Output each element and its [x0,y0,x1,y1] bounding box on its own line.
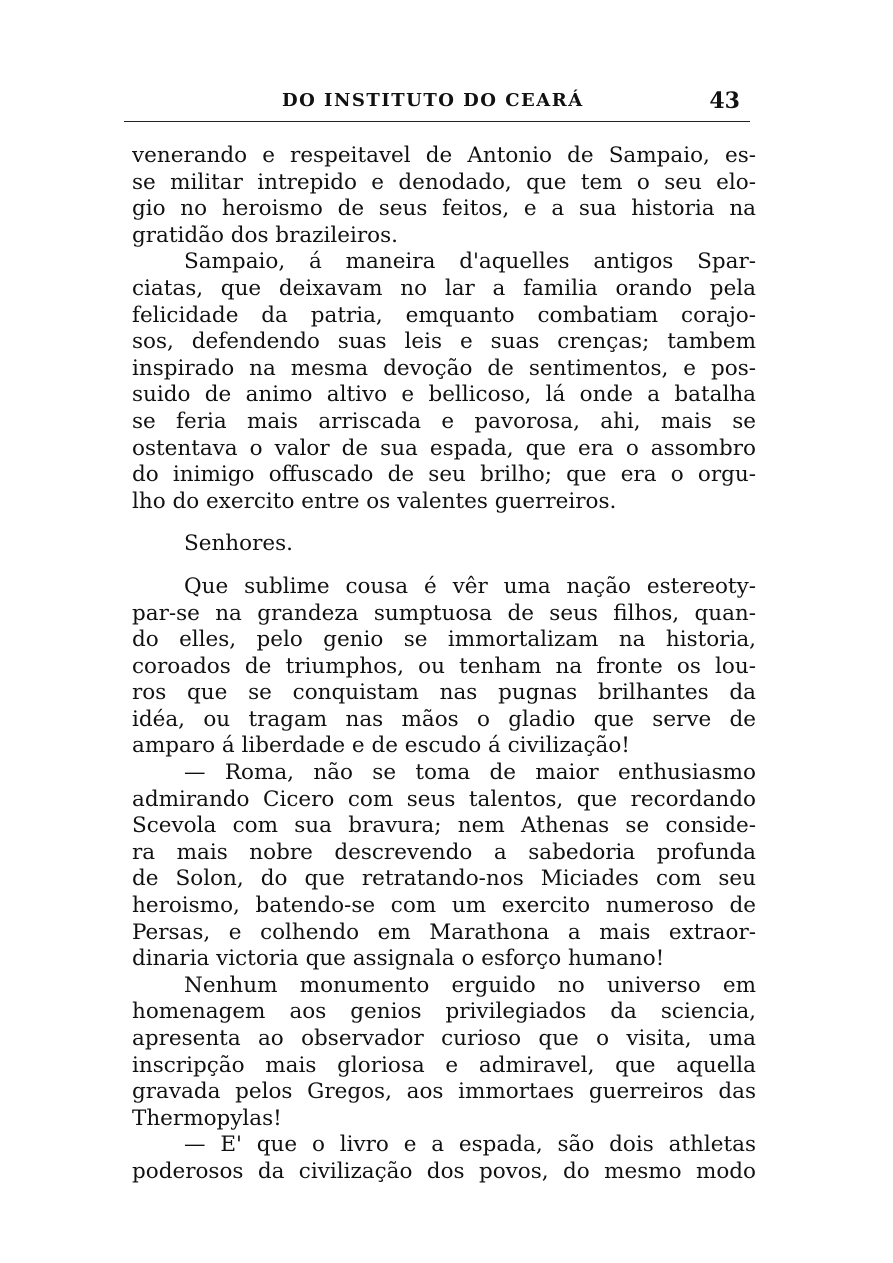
text-line: Thermopylas! [132,1105,282,1131]
text-line: gio no heroismo de seus feitos, e a sua historia na [132,196,756,222]
text-line: idéa, ou tragam nas mãos o gladio que serve de [132,706,756,732]
header-rule [124,121,750,122]
text-line: ra mais nobre descrevendo a sabedoria profunda [132,839,756,865]
text-line: ros que se conquistam nas pugnas brilhantes da [132,680,756,706]
text-line: apresenta ao observador curioso que o visita, uma [132,1026,756,1051]
text-line: inspirado na mesma devoção de sentimentos, e pos- [132,355,756,381]
text-line: felicidade da patria, emquanto combatiam corajo- [132,302,756,328]
text-line: poderosos da civilização dos povos, do mesmo modo [132,1158,756,1184]
text-line: par-se na grandeza sumptuosa de seus filhos, quan- [132,600,756,626]
text-line: lho do exercito entre os valentes guerreiros. [132,488,617,514]
text-line: Que sublime cousa é vêr uma nação estereoty- [184,573,756,599]
text-line: se feria mais arriscada e pavorosa, ahi, mais se [132,408,756,434]
text-line: amparo á liberdade e de escudo á civilização! [132,733,630,759]
text-line: Scevola com sua bravura; nem Athenas se considе- [132,813,756,839]
text-line: sos, defendendo suas leis e suas crenças; tambem [132,329,756,355]
text-line: suido de animo altivo e bellicoso, lá onde a batalha [132,382,756,408]
text-line: — E' que o livro e a espada, são dois athletas [184,1132,756,1158]
page-number: 43 [709,88,740,114]
text-line: Sampaio, á maneira d'aquelles antigos Spar- [184,249,756,275]
text-line: dinaria victoria que assignala o esforço humano! [132,946,665,972]
paragraph-gap [132,558,756,574]
text-line: gravada pelos Gregos, aos immortaes guerreiros das [132,1079,756,1105]
text-line: coroados de triumphos, ou tenham na fronte os lou- [132,653,756,679]
text-line: ostentava o valor de sua espada, que era o assombro [132,435,756,461]
running-header [124,88,750,122]
text-line: homenagem aos genios privilegiados da sciencia, [132,999,756,1025]
text-line: venerando e respeitavel de Antonio de Sampaio, es- [132,143,756,168]
text-line: admirando Cicero com seus talentos, que recordando [132,786,756,812]
text-line: do inimigo offuscado de seu brilho; que era o orgu- [132,462,756,488]
text-line: inscripção mais gloriosa e admiravel, que aquella [132,1052,756,1078]
running-title: DO INSTITUTO DO CEARÁ [282,90,584,111]
text-line: se militar intrepido e denodado, que tem o seu elo- [132,169,756,195]
text-line: gratidão dos brazileiros. [132,222,398,248]
text-line: — Roma, não se toma de maior enthusiasmo [184,760,756,786]
text-line: Persas, e colhendo em Marathona a mais extraor- [132,919,756,945]
body-text [132,143,756,1186]
text-line: Nenhum monumento erguido no universo em [184,972,756,998]
text-line: de Solon, do que retratando-nos Miciades com seu [132,866,756,892]
text-line: do elles, pelo genio se immortalizam na historia, [132,627,756,653]
salutation: Senhores. [184,531,293,557]
text-line: heroismo, batendo-se com um exercito numeroso de [132,893,756,919]
paragraph-gap [132,515,756,531]
text-line: ciatas, que deixavam no lar a familia orando pela [132,275,756,301]
